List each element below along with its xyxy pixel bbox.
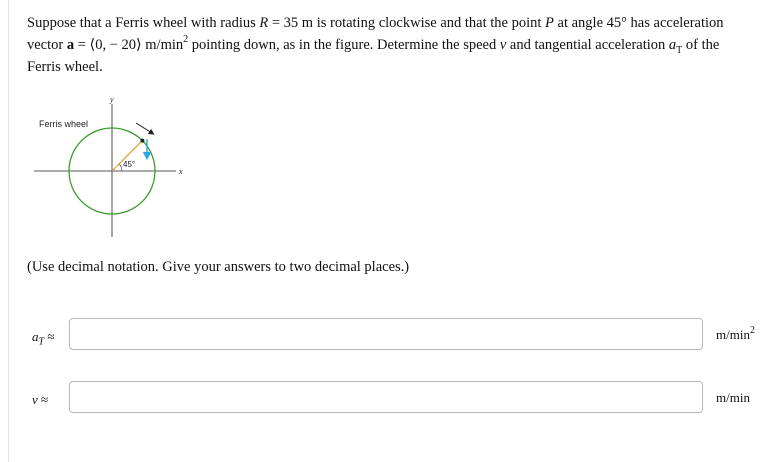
text-span: = ⟨0, − 20⟩ m/min [74,37,184,53]
problem-line-2 [27,34,763,56]
radius-symbol: R [259,15,269,31]
ferris-wheel-figure [34,92,204,242]
unit-text: m/min [716,327,750,342]
problem-line-3: Ferris wheel. [27,59,103,75]
unit-label [716,390,750,406]
text-span: = 35 m is rotating clockwise and that the point [268,15,546,31]
instructions-text: (Use decimal notation. Give your answers to two decimal places.) [27,259,410,275]
problem-line-1 [27,12,763,34]
text-span: of the [682,37,720,53]
text-span: and tangential acceleration [506,37,669,53]
angle-arc [119,164,122,171]
velocity-arrow [136,123,152,133]
point-symbol: P [545,15,554,31]
text-span: pointing down, as in the figure. Determine the speed [188,37,500,53]
unit-exponent: 2 [749,324,755,336]
text-span: vector [27,37,67,53]
tangential-accel-symbol: a [668,37,677,53]
text-span: Suppose that a Ferris wheel with radius [27,15,260,31]
answer-label [32,392,48,408]
speed-input[interactable] [69,381,703,413]
approx-sign: ≈ [37,392,49,407]
answer-label [32,329,55,348]
subscript: T [38,336,45,348]
problem-statement [27,12,763,78]
var-symbol: v [32,392,38,407]
figure-caption: Ferris wheel [39,119,89,129]
speed-symbol: v [499,37,507,53]
exponent: 2 [183,34,189,46]
acceleration-vector-symbol: a [66,37,75,53]
unit-text: m/min [716,390,750,405]
x-axis-label: x [179,167,183,176]
text-span: at angle 45° has acceleration [553,15,724,31]
answer-row-tangential-acceleration [0,317,764,357]
approx-sign: ≈ [44,329,55,344]
var-symbol: a [32,329,39,344]
subscript: T [676,44,683,56]
tangential-acceleration-input[interactable] [69,318,703,350]
answer-row-speed [0,380,764,420]
unit-label [716,324,755,343]
angle-label: 45° [123,160,136,169]
y-axis-label: y [110,95,114,104]
point-P [140,139,144,143]
